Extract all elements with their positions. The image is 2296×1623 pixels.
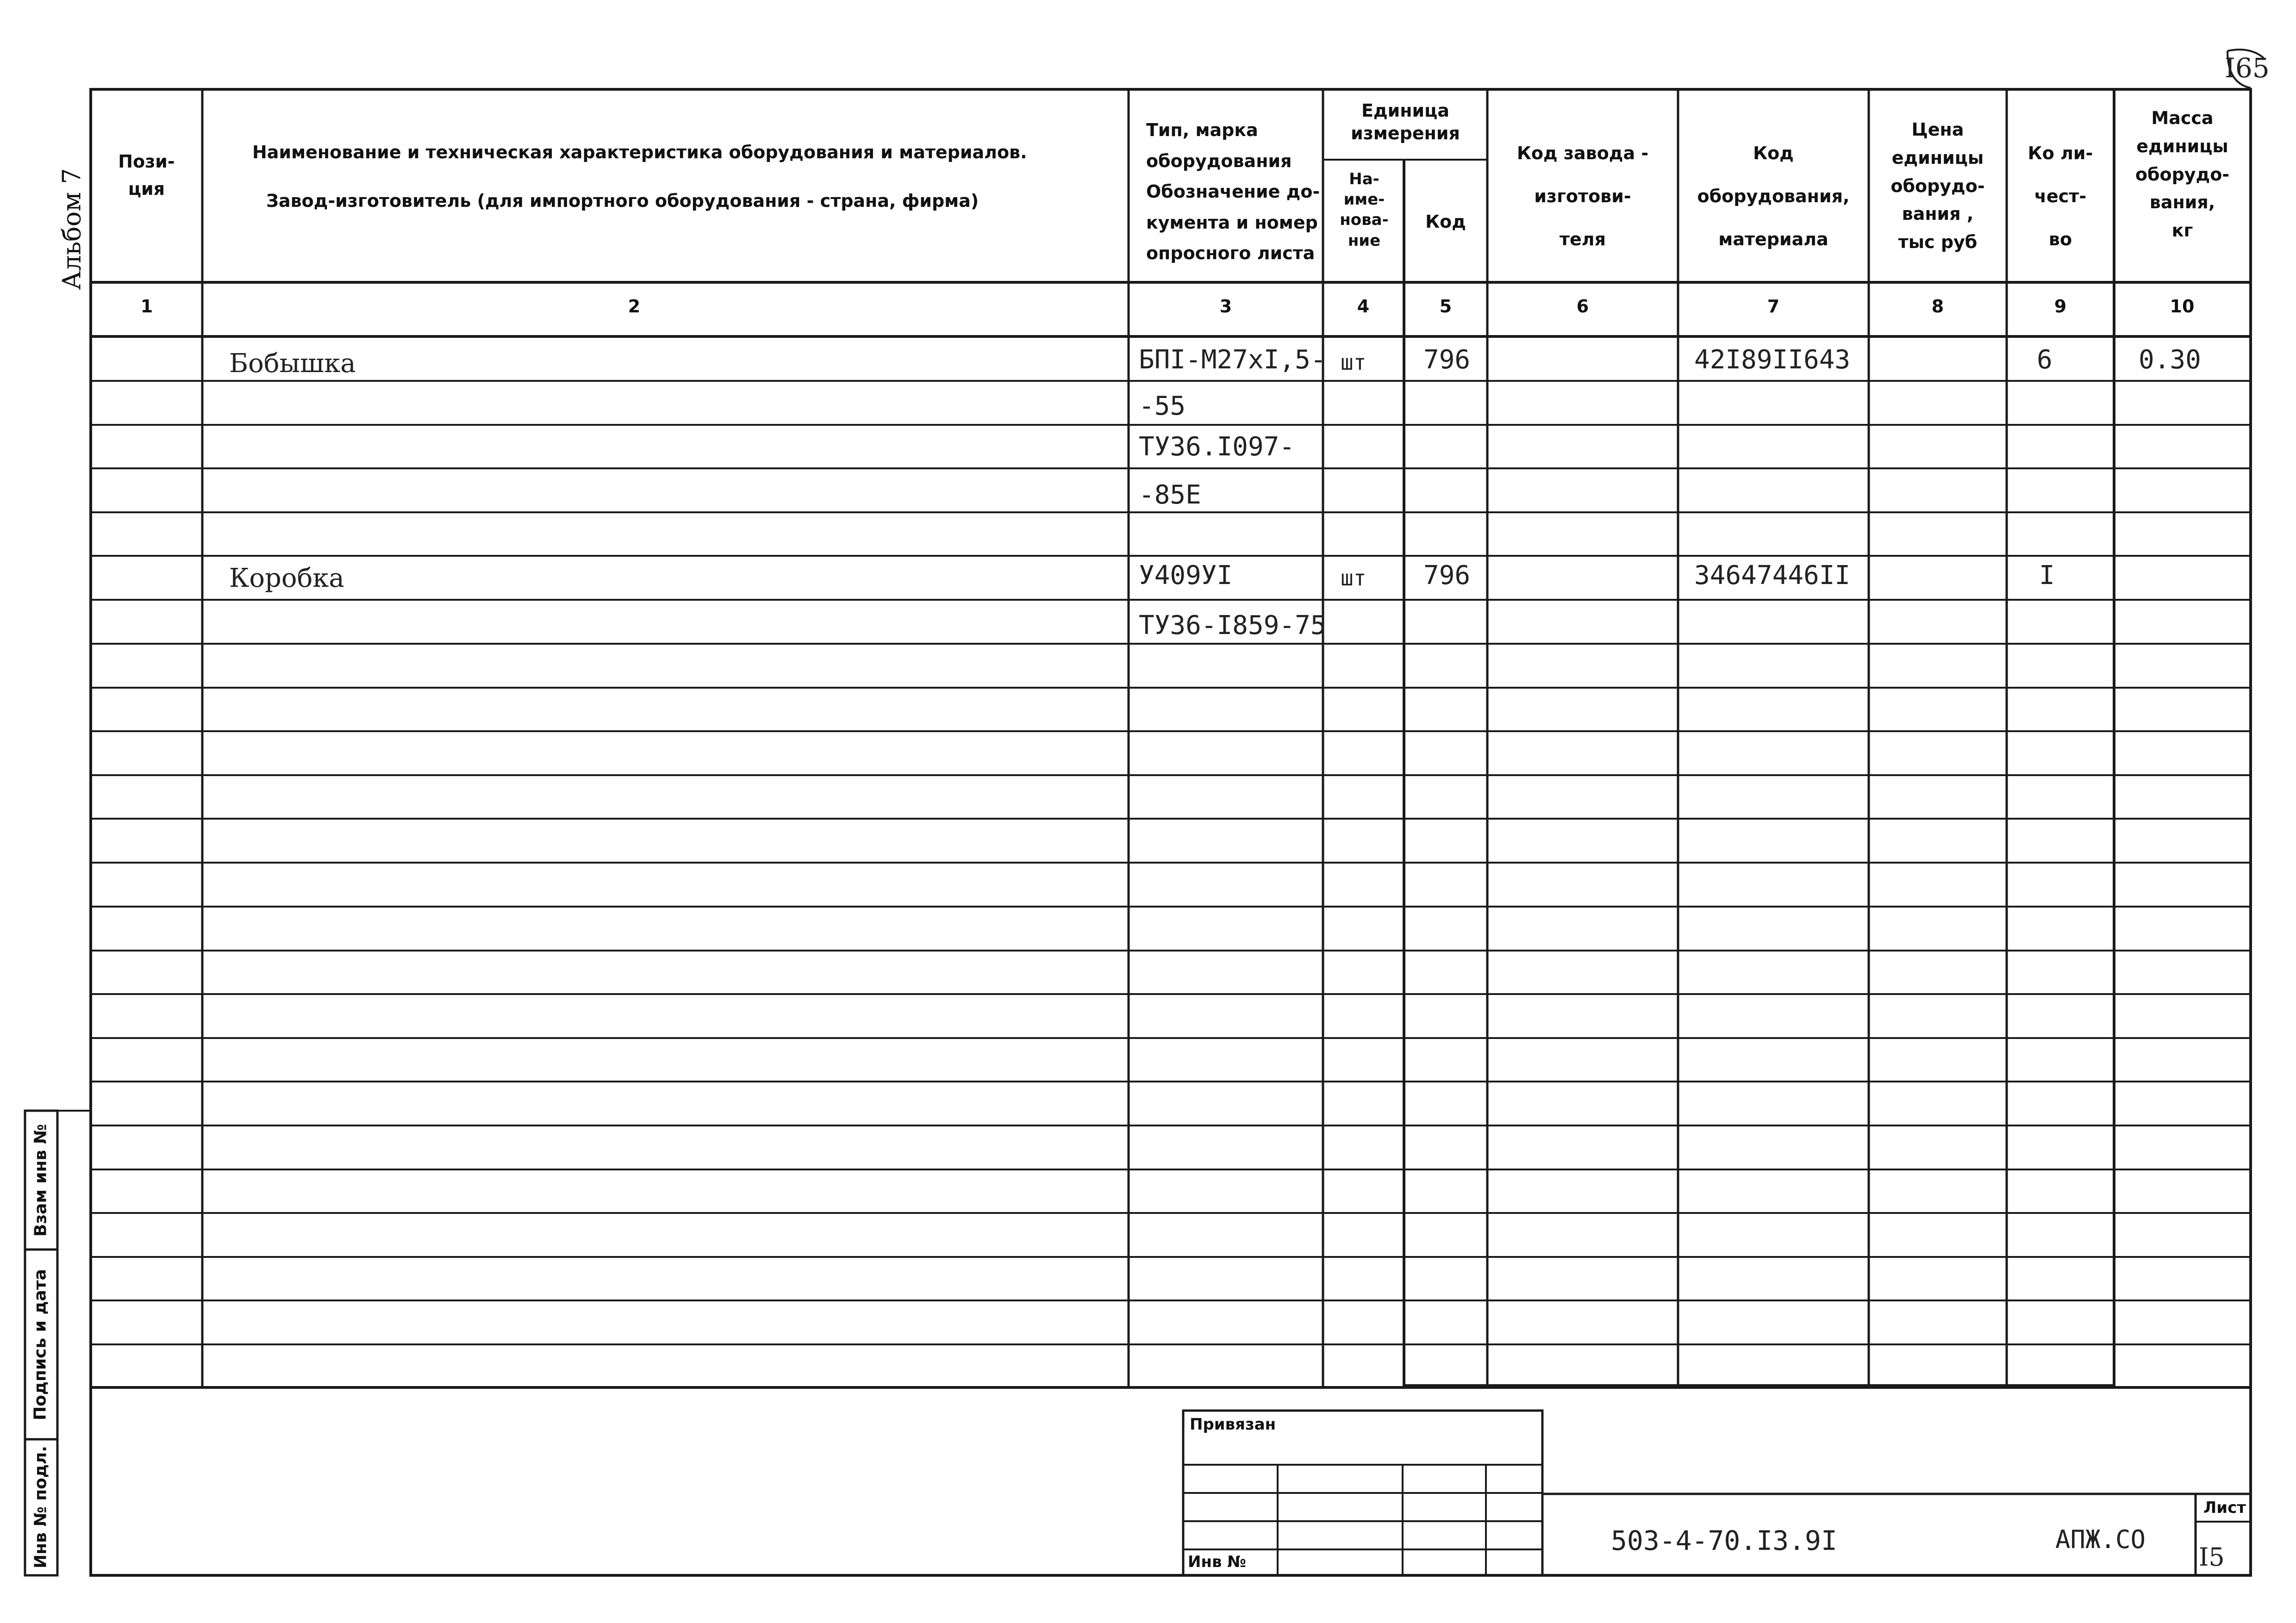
table-row-6-name: Коробка [229,563,344,593]
col-num-2: 2 [628,296,641,317]
table-row-2-type: -55 [1139,391,1186,421]
header-unit-code: Код [1425,211,1466,232]
table-row-6-unit-code: 796 [1423,560,1471,591]
title-doc-mark: АПЖ.СО [2055,1525,2146,1554]
stamp-podpis-data: Подпись и дата [31,1269,50,1420]
table-row-1-mass: 0.30 [2139,345,2201,375]
table-row-6-unit-name: шт [1341,566,1366,591]
table-row-4-type: -85Е [1139,480,1201,510]
header-name-line2: Завод-изготовитель (для импортного оборудования - страна, фирма) [266,191,979,211]
col-num-4: 4 [1357,296,1370,317]
header-type: Тип, марка оборудования Обозначение до- кумента и номер опросного листа [1146,120,1320,263]
header-material-code: Код оборудования, материала [1697,143,1850,250]
header-quantity: Ко ли- чест- во [2028,143,2093,250]
table-row-6-type: У409УI [1139,560,1233,591]
title-sheet-label: Лист [2203,1499,2246,1517]
title-privyazan: Привязан [1190,1415,1276,1434]
table-row-1-name: Бобышка [229,348,356,379]
header-position: Пози- ция [118,151,175,199]
col-num-5: 5 [1439,296,1452,317]
col-num-9: 9 [2054,296,2067,317]
table-row-1-unit-code: 796 [1423,345,1471,375]
header-name-line1: Наименование и техническая характеристика оборудования и материалов. [252,142,1027,162]
header-price: Цена единицы оборудо- вания , тыс руб [1890,119,1985,253]
col-num-8: 8 [1931,296,1944,317]
header-unit-name: На- име- нова- ние [1340,170,1389,250]
table-row-1-unit-name: шт [1341,350,1366,375]
col-num-3: 3 [1219,296,1232,317]
table-row-1-material-code: 42I89II643 [1694,345,1851,375]
title-doc-code: 503-4-70.I3.9I [1611,1525,1837,1556]
table-row-6-quantity: I [2039,560,2055,591]
table-row-7-type: ТУ36-I859-75 [1139,610,1326,640]
stamp-inv-podl: Инв № подл. [31,1446,50,1568]
page-number: I65 [2225,52,2270,84]
header-factory-code: Код завода - изготови- теля [1516,143,1649,250]
table-row-1-quantity: 6 [2037,345,2053,375]
col-num-7: 7 [1767,296,1780,317]
table-row-1-type: БПI-М27хI,5- [1139,345,1326,375]
header-mass: Масса единицы оборудо- вания, кг [2135,108,2230,241]
album-label: Альбом 7 [57,168,87,290]
table-row-6-material-code: 34647446II [1694,560,1851,591]
stamp-vzam-inv: Взам инв № [31,1124,50,1237]
col-num-1: 1 [140,296,153,317]
header-unit: Единица измерения [1351,100,1460,144]
col-num-6: 6 [1576,296,1589,317]
title-inv-no: Инв № [1188,1553,1247,1571]
col-num-10: 10 [2170,296,2195,317]
table-row-3-type: ТУ36.I097- [1139,432,1295,462]
title-sheet-number: I5 [2199,1542,2225,1572]
